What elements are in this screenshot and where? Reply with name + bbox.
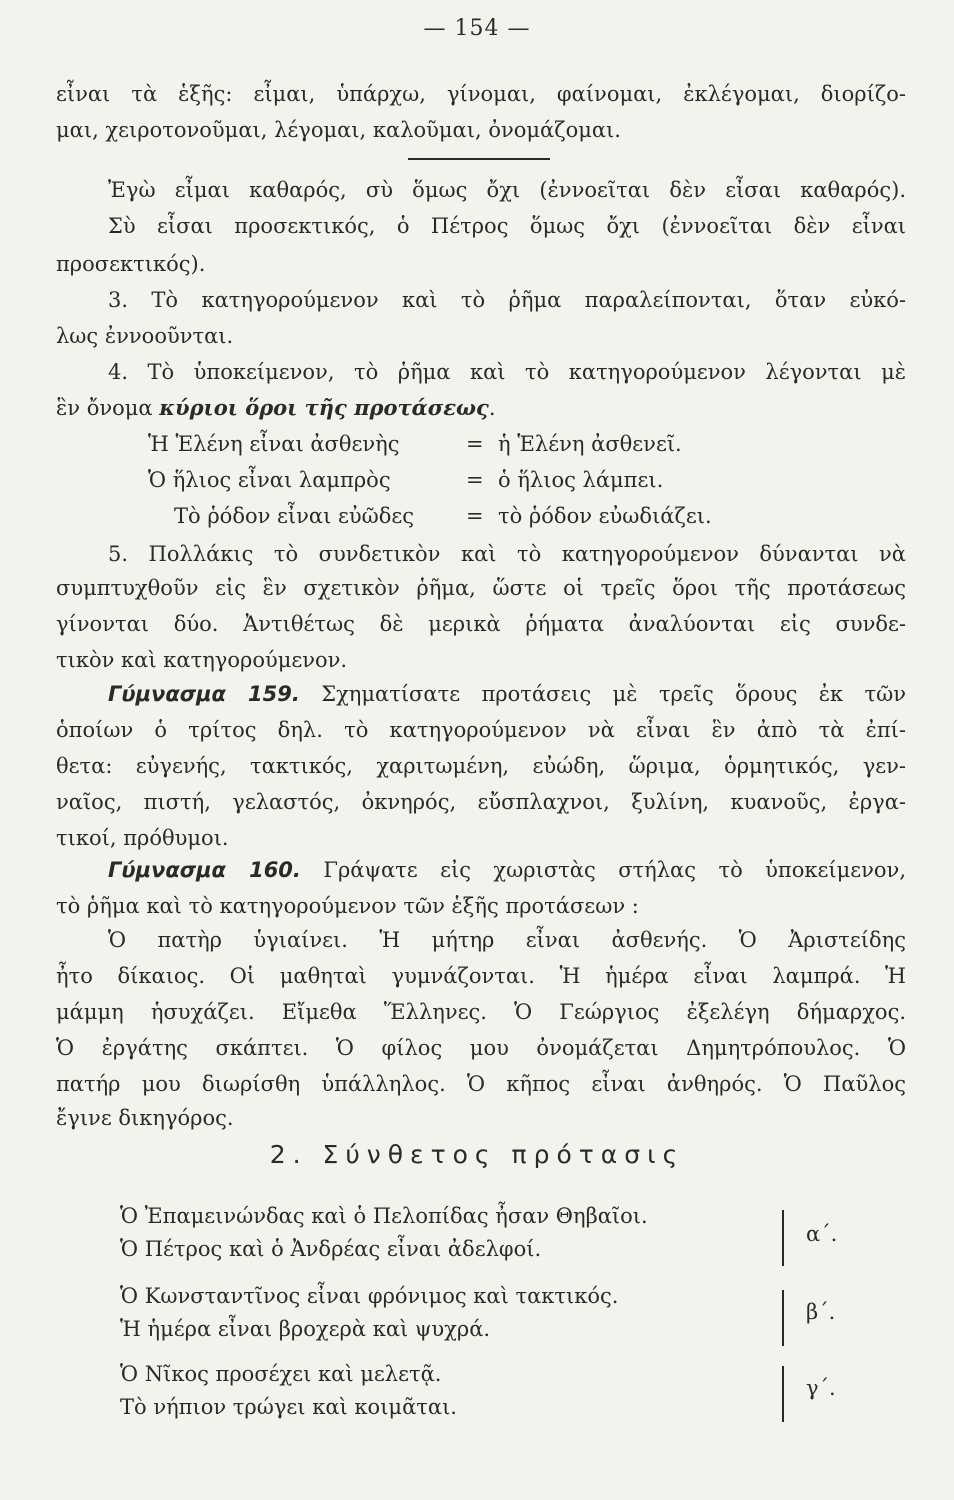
text-line: πατήρ μου διωρίσθη ὑπάλληλος. Ὁ κῆπος εἶναι ἀνθηρός. Ὁ Παῦλος xyxy=(56,1072,906,1096)
exercise-159-line xyxy=(108,680,906,708)
bracket-beta xyxy=(772,1290,784,1346)
text-line: Σὺ εἶσαι προσεκτικός, ὁ Πέτρος ὅμως ὄχι (ἐννοεῖται δὲν εἶναι xyxy=(108,214,906,238)
text-line: προσεκτικός). xyxy=(56,252,206,276)
text-line: μαι, χειροτονοῦμαι, λέγομαι, καλοῦμαι, ὀνομάζομαι. xyxy=(56,118,621,142)
group-sentence: Ὁ Ἐπαμεινώνδας καὶ ὁ Πελοπίδας ἦσαν Θηβαῖοι. xyxy=(120,1204,648,1228)
eq-sign: = xyxy=(466,504,484,528)
eq-left: Ἡ Ἑλένη εἶναι ἀσθενὴς xyxy=(148,432,400,456)
text-line: θετα: εὐγενής, τακτικός, χαριτωμένη, εὐώδη, ὥριμα, ὁρμητικός, γεν- xyxy=(56,754,906,778)
text-line: ἔγινε δικηγόρος. xyxy=(56,1106,234,1130)
kyrioi-oroi-term: κύριοι ὅροι τῆς προτάσεως xyxy=(159,395,489,420)
text-line: συμπτυχθοῦν εἰς ἓν σχετικὸν ῥῆμα, ὥστε οἱ τρεῖς ὅροι τῆς προτάσεως xyxy=(56,576,906,600)
eq-left: Ὁ ἥλιος εἶναι λαμπρὸς xyxy=(148,468,391,492)
section-heading: 2. Σύνθετος πρότασις xyxy=(269,1140,685,1169)
text-line: ναῖος, πιστή, γελαστός, ὀκνηρός, εὔσπλαχνοι, ξυλίνη, κυανοῦς, ἐργα- xyxy=(56,790,906,814)
eq-sign: = xyxy=(466,432,484,456)
exercise-160-line xyxy=(108,856,906,884)
text-line: τικοί, πρόθυμοι. xyxy=(56,826,229,850)
text-line: μάμμη ἡσυχάζει. Εἴμεθα Ἕλληνες. Ὁ Γεώργιος ἐξελέγη δήμαρχος. xyxy=(56,1000,906,1024)
text-line: Ἐγὼ εἶμαι καθαρός, σὺ ὅμως ὄχι (ἐννοεῖται δὲν εἶσαι καθαρός). xyxy=(108,178,906,202)
group-sentence: Ὁ Πέτρος καὶ ὁ Ἀνδρέας εἶναι ἀδελφοί. xyxy=(120,1237,542,1261)
group-sentence: Ἡ ἡμέρα εἶναι βροχερὰ καὶ ψυχρά. xyxy=(120,1317,491,1341)
text-line: 5. Πολλάκις τὸ συνδετικὸν καὶ τὸ κατηγορούμενον δύνανται νὰ xyxy=(108,542,906,566)
page-number: — 154 — xyxy=(423,16,531,41)
eq-right: τὸ ῥόδον εὐωδιάζει. xyxy=(498,504,712,528)
group-label-beta: β΄. xyxy=(806,1300,836,1324)
text-line: τικὸν καὶ κατηγορούμενον. xyxy=(56,648,348,672)
text-line: εἶναι τὰ ἑξῆς: εἶμαι, ὑπάρχω, γίνομαι, φαίνομαι, ἐκλέγομαι, διορίζο- xyxy=(56,82,906,106)
text-line: ἓν ὄνομα κύριοι ὅροι τῆς προτάσεως. xyxy=(56,395,496,420)
group-label-alpha: α΄. xyxy=(806,1222,838,1246)
text-line: ὁποίων ὁ τρίτος δηλ. τὸ κατηγορούμενον νὰ εἶναι ἓν ἀπὸ τὰ ἐπί- xyxy=(56,718,906,742)
text-line: τὸ ῥῆμα καὶ τὸ κατηγορούμενον τῶν ἑξῆς προτάσεων : xyxy=(56,894,639,918)
eq-right: ἡ Ἑλένη ἀσθενεῖ. xyxy=(498,432,682,456)
sentence-group-beta xyxy=(120,1280,618,1346)
text-line: γίνονται δύο. Ἀντιθέτως δὲ μερικὰ ῥήματα ἀναλύονται εἰς συνδε- xyxy=(56,612,906,636)
eq-right: ὁ ἥλιος λάμπει. xyxy=(498,468,664,492)
text-fragment: Γράψατε εἰς χωριστὰς στήλας τὸ ὑποκείμενον, xyxy=(323,858,906,882)
text-line: ἦτο δίκαιος. Οἱ μαθηταὶ γυμνάζονται. Ἡ ἡμέρα εἶναι λαμπρά. Ἡ xyxy=(56,964,906,988)
sentence-group-alpha xyxy=(120,1200,648,1266)
group-sentence: Ὁ Νῖκος προσέχει καὶ μελετᾷ. xyxy=(120,1362,442,1386)
sentence-group-gamma xyxy=(120,1358,457,1424)
group-sentence: Ὁ Κωνσταντῖνος εἶναι φρόνιμος καὶ τακτικός. xyxy=(120,1284,619,1308)
group-label-gamma: γ΄. xyxy=(806,1376,836,1400)
bracket-gamma xyxy=(772,1366,784,1422)
separator-rule xyxy=(408,158,550,160)
eq-sign: = xyxy=(466,468,484,492)
text-line: λως ἐννοοῦνται. xyxy=(56,324,234,348)
text-fragment: ἓν ὄνομα xyxy=(56,396,153,420)
exercise-159-label: Γύμνασμα 159. xyxy=(108,682,300,706)
exercise-160-label: Γύμνασμα 160. xyxy=(108,858,301,882)
text-line: 3. Τὸ κατηγορούμενον καὶ τὸ ῥῆμα παραλείπονται, ὅταν εὐκό- xyxy=(108,288,906,312)
text-fragment: Σχηματίσατε προτάσεις μὲ τρεῖς ὅρους ἐκ τῶν xyxy=(321,682,906,706)
text-line: Ὁ ἐργάτης σκάπτει. Ὁ φίλος μου ὀνομάζεται Δημητρόπουλος. Ὁ xyxy=(56,1036,906,1060)
text-line: 4. Τὸ ὑποκείμενον, τὸ ῥῆμα καὶ τὸ κατηγορούμενον λέγονται μὲ xyxy=(108,360,906,384)
eq-left: Τὸ ῥόδον εἶναι εὐῶδες xyxy=(174,504,415,528)
text-line: Ὁ πατὴρ ὑγιαίνει. Ἡ μήτηρ εἶναι ἀσθενής. Ὁ Ἀριστείδης xyxy=(108,928,906,952)
group-sentence: Τὸ νήπιον τρώγει καὶ κοιμᾶται. xyxy=(120,1395,457,1419)
bracket-alpha xyxy=(772,1210,784,1266)
